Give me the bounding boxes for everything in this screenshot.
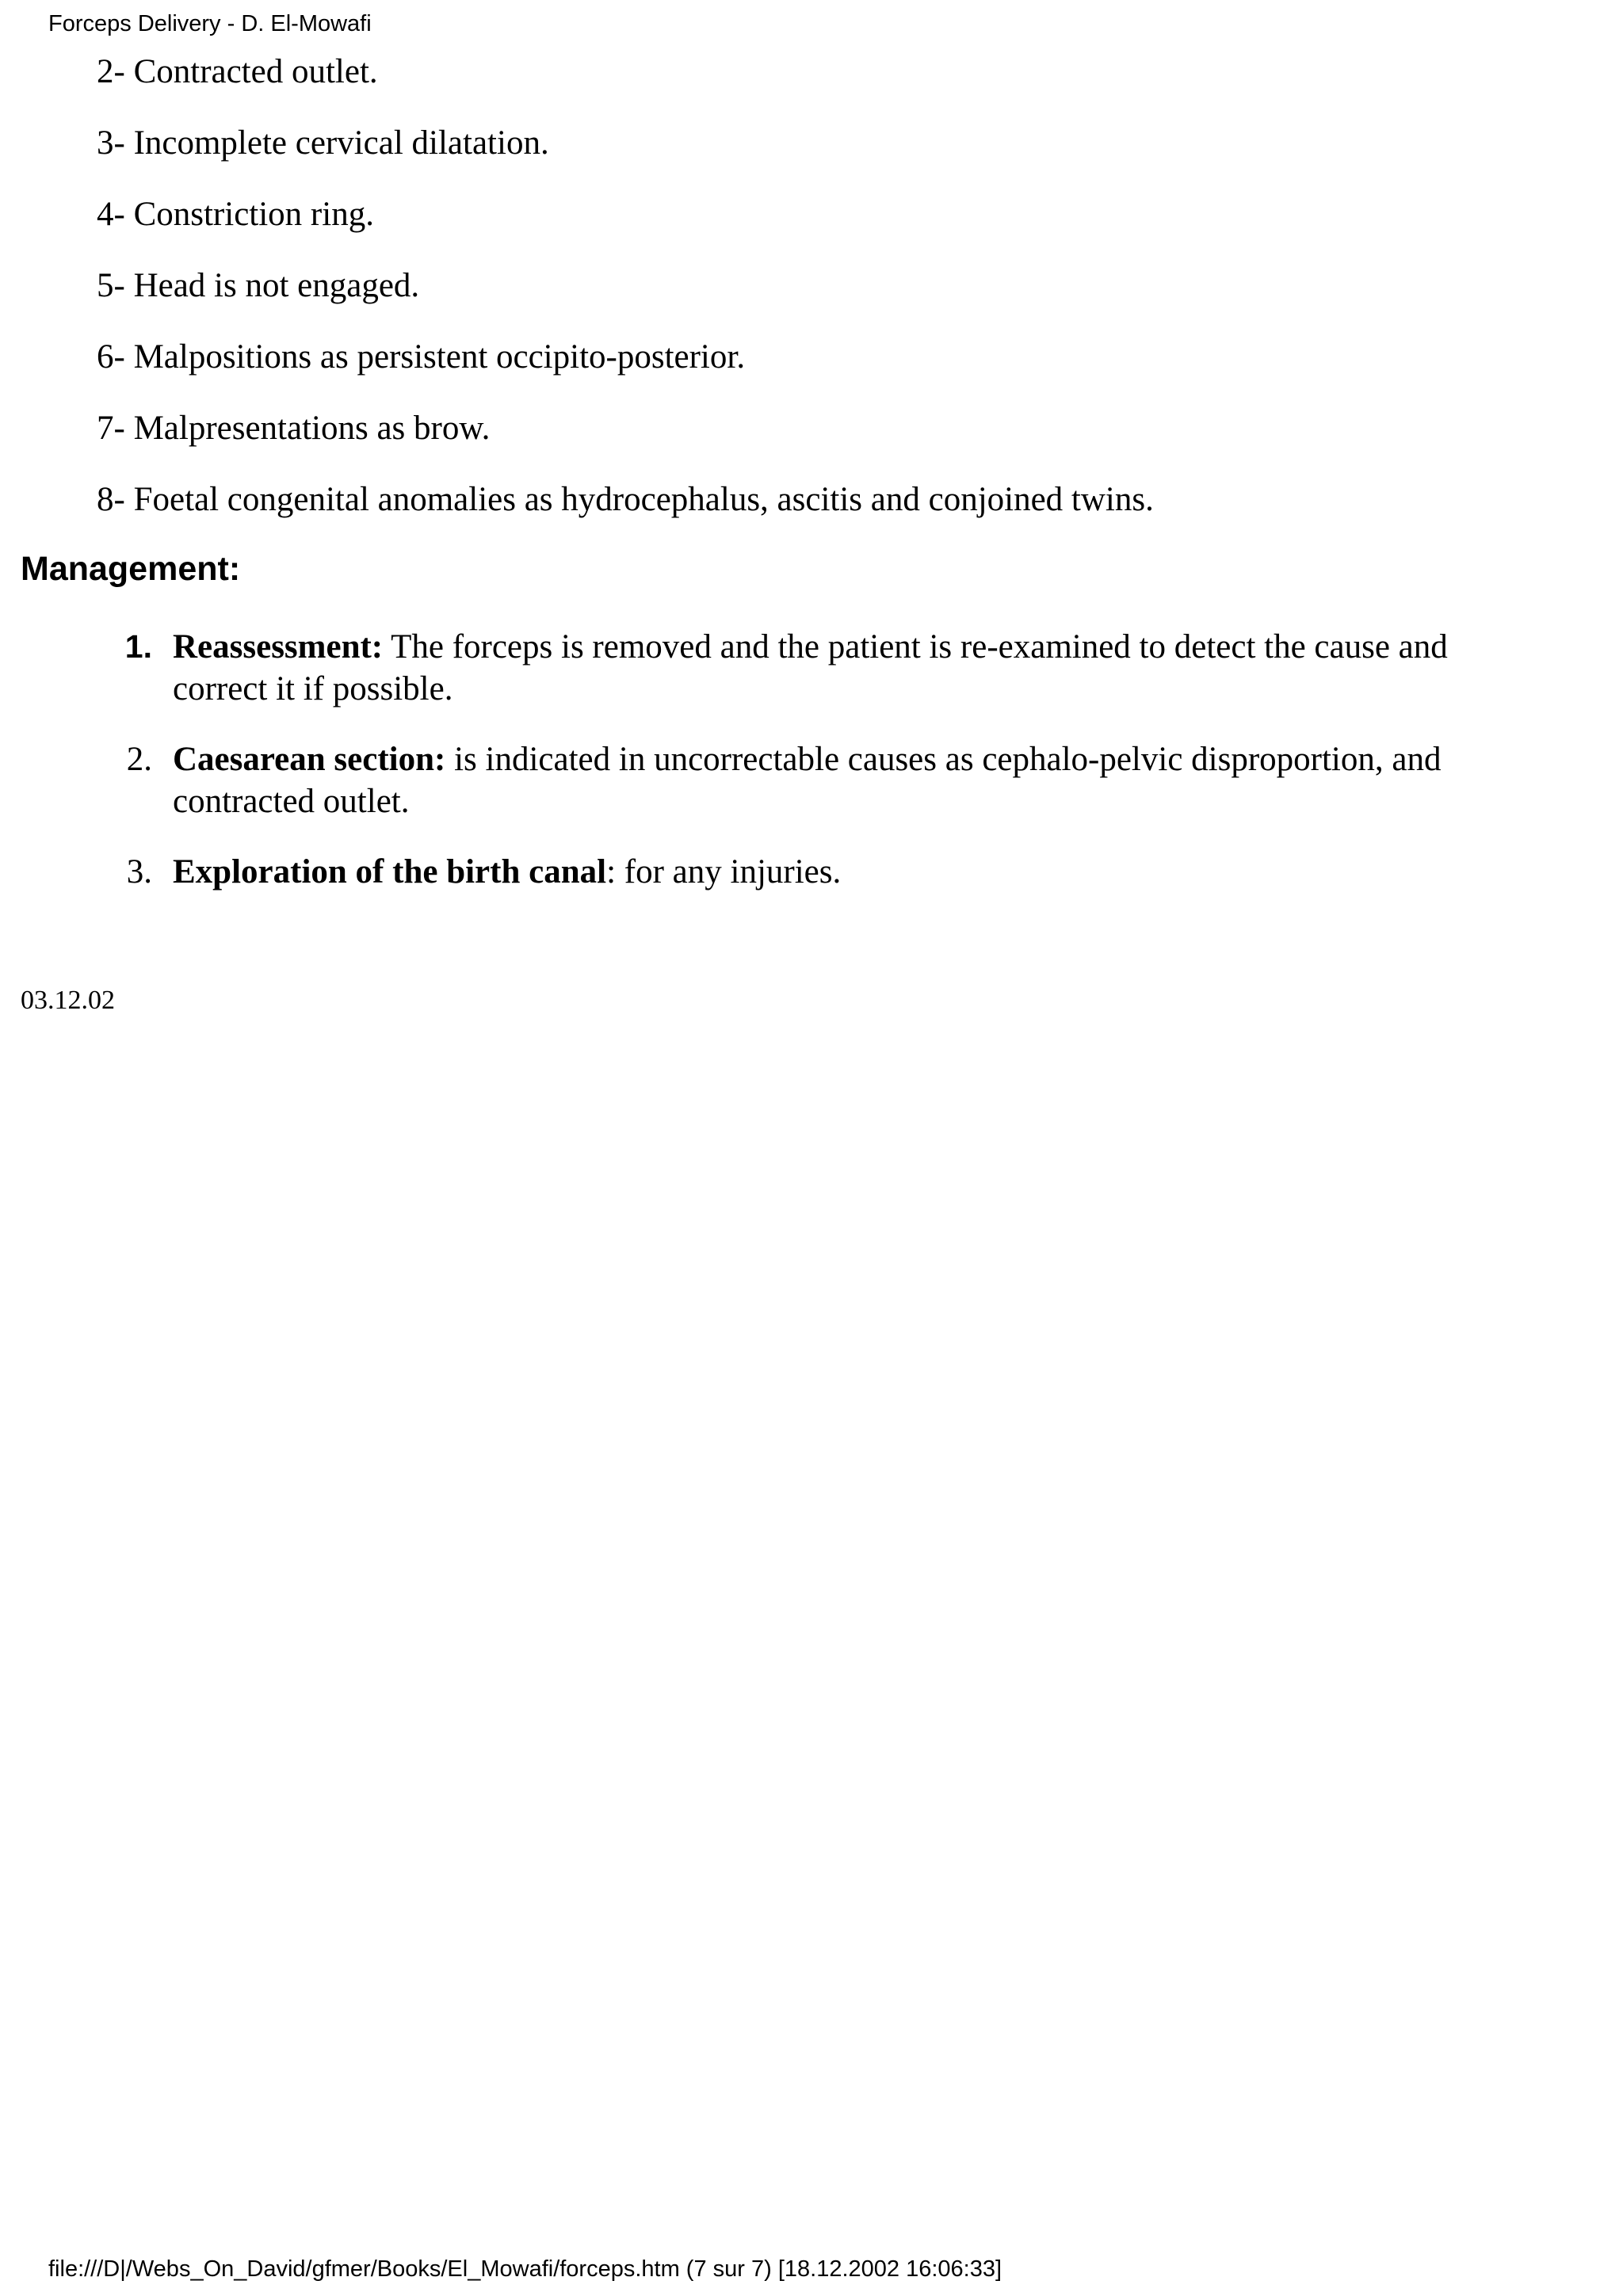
cause-item: 5- Head is not engaged.	[97, 267, 420, 304]
management-item-description: The forceps is removed and the patient is re-examined to detect the cause and correct it if possible.	[173, 628, 1448, 707]
management-heading: Management:	[21, 550, 241, 588]
list-number: 1.	[124, 628, 152, 665]
print-footer-path: file:///D|/Webs_On_David/gfmer/Books/El_Mowafi/forceps.htm (7 sur 7) [18.12.2002 16:06:33]	[48, 2256, 1002, 2282]
document-date: 03.12.02	[21, 986, 115, 1015]
print-header-title: Forceps Delivery - D. El-Mowafi	[48, 11, 372, 36]
management-item-term: Exploration of the birth canal	[173, 853, 607, 891]
management-item-text	[173, 738, 1536, 822]
management-item-term: Reassessment:	[173, 628, 384, 666]
cause-item: 6- Malpositions as persistent occipito-posterior.	[97, 338, 746, 376]
list-number: 3.	[126, 853, 152, 891]
management-item-text	[173, 626, 1536, 710]
management-item-term: Caesarean section:	[173, 741, 446, 778]
list-number: 2.	[126, 741, 152, 778]
causes-list	[97, 50, 1154, 549]
management-item-description: is indicated in uncorrectable causes as cephalo-pelvic disproportion, and contracted outlet.	[173, 741, 1442, 820]
cause-item: 2- Contracted outlet.	[97, 53, 378, 90]
cause-item: 8- Foetal congenital anomalies as hydrocephalus, ascitis and conjoined twins.	[97, 481, 1154, 518]
cause-item: 4- Constriction ring.	[97, 196, 374, 233]
management-item-description: : for any injuries.	[606, 853, 842, 891]
management-item-text	[173, 851, 1536, 893]
cause-item: 3- Incomplete cervical dilatation.	[97, 124, 549, 162]
cause-item: 7- Malpresentations as brow.	[97, 410, 491, 447]
